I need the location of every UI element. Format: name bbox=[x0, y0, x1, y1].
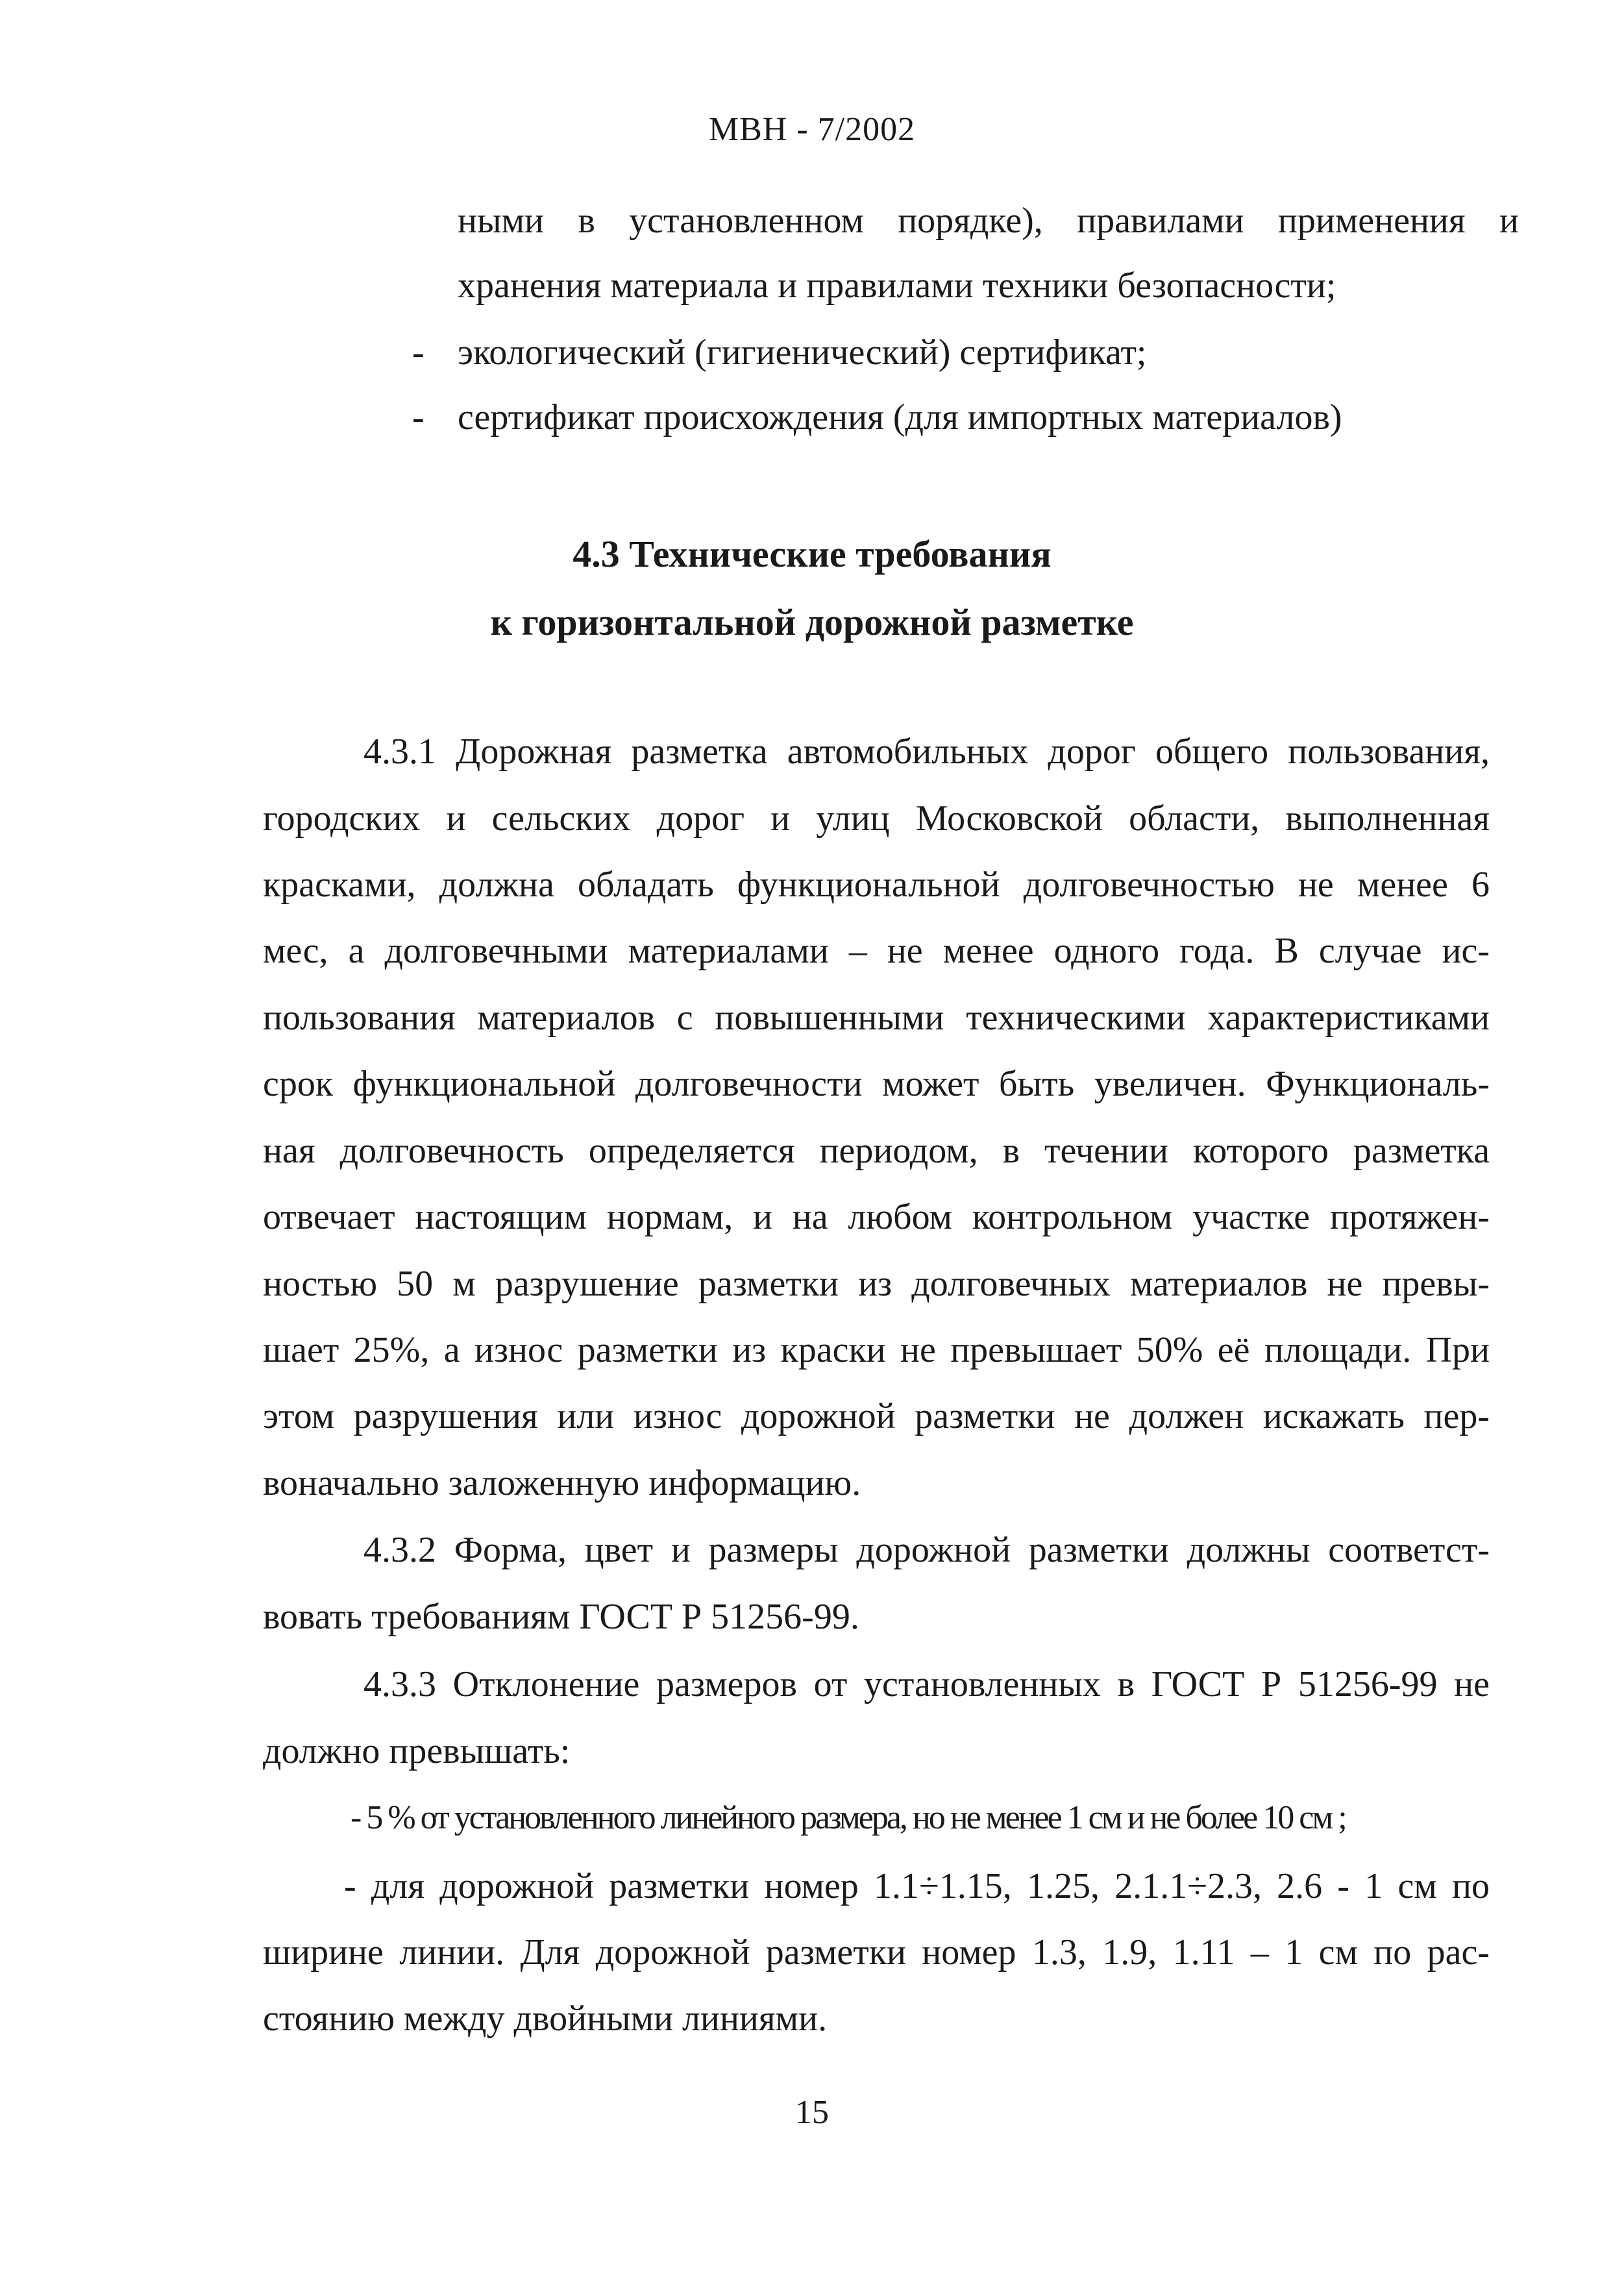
paragraph-line: 4.3.2 Форма, цвет и размеры дорожной разметки должны соответст- bbox=[363, 1530, 1490, 1570]
section-heading-line1: 4.3 Технические требования bbox=[572, 533, 1052, 575]
paragraph-line: должно превышать: bbox=[263, 1731, 571, 1771]
paragraph-line: мес, а долговечными материалами – не менее одного года. В случае ис- bbox=[263, 931, 1490, 971]
paragraph-line: срок функциональной долговечности может быть увеличен. Функциональ- bbox=[263, 1064, 1490, 1104]
list-item-continuation: стоянию между двойными линиями. bbox=[263, 1998, 828, 2039]
page-number: 15 bbox=[795, 2094, 829, 2131]
paragraph-line: ностью 50 м разрушение разметки из долговечных материалов не превы- bbox=[263, 1264, 1490, 1304]
bullet-text: экологический (гигиенический) сертификат; bbox=[458, 332, 1147, 373]
paragraph-line: воначально заложенную информацию. bbox=[263, 1463, 861, 1503]
paragraph-line: этом разрушения или износ дорожной разметки не должен искажать пер- bbox=[263, 1396, 1490, 1436]
bullet-dash: - bbox=[412, 397, 424, 437]
section-heading-line2: к горизонтальной дорожной разметке bbox=[490, 601, 1134, 643]
paragraph-line: отвечает настоящим нормам, и на любом контрольном участке протяжен- bbox=[263, 1197, 1490, 1237]
paragraph-line: ная долговечность определяется периодом, в течении которого разметка bbox=[263, 1131, 1490, 1171]
list-item-continuation: ширине линии. Для дорожной разметки номер 1.3, 1.9, 1.11 – 1 см по рас- bbox=[263, 1932, 1490, 1973]
paragraph-line: красками, должна обладать функциональной долговечностью не менее 6 bbox=[263, 865, 1490, 905]
paragraph-line: шает 25%, а износ разметки из краски не превышает 50% её площади. При bbox=[263, 1330, 1490, 1370]
paragraph-line: 4.3.1 Дорожная разметка автомобильных дорог общего пользования, bbox=[363, 731, 1490, 772]
bullet-text: сертификат происхождения (для импортных материалов) bbox=[458, 397, 1342, 437]
paragraph-line: вовать требованиям ГОСТ Р 51256-99. bbox=[263, 1597, 859, 1637]
paragraph-line: городских и сельских дорог и улиц Московской области, выполненная bbox=[263, 798, 1490, 839]
paragraph-line: пользования материалов с повышенными техническими характеристиками bbox=[263, 998, 1490, 1038]
intro-line: ными в установленном порядке), правилами применения и bbox=[458, 201, 1519, 241]
paragraph-line: 4.3.3 Отклонение размеров от установленных в ГОСТ Р 51256-99 не bbox=[363, 1664, 1490, 1704]
list-item: - 5 % от установленного линейного размера, но не менее 1 см и не более 10 см ; bbox=[351, 1799, 1346, 1836]
list-item: - для дорожной разметки номер 1.1÷1.15, 1.25, 2.1.1÷2.3, 2.6 - 1 см по bbox=[344, 1866, 1490, 1906]
document-code-header: МВН - 7/2002 bbox=[708, 111, 916, 148]
bullet-dash: - bbox=[412, 332, 424, 373]
intro-line: хранения материала и правилами техники безопасности; bbox=[458, 265, 1336, 306]
